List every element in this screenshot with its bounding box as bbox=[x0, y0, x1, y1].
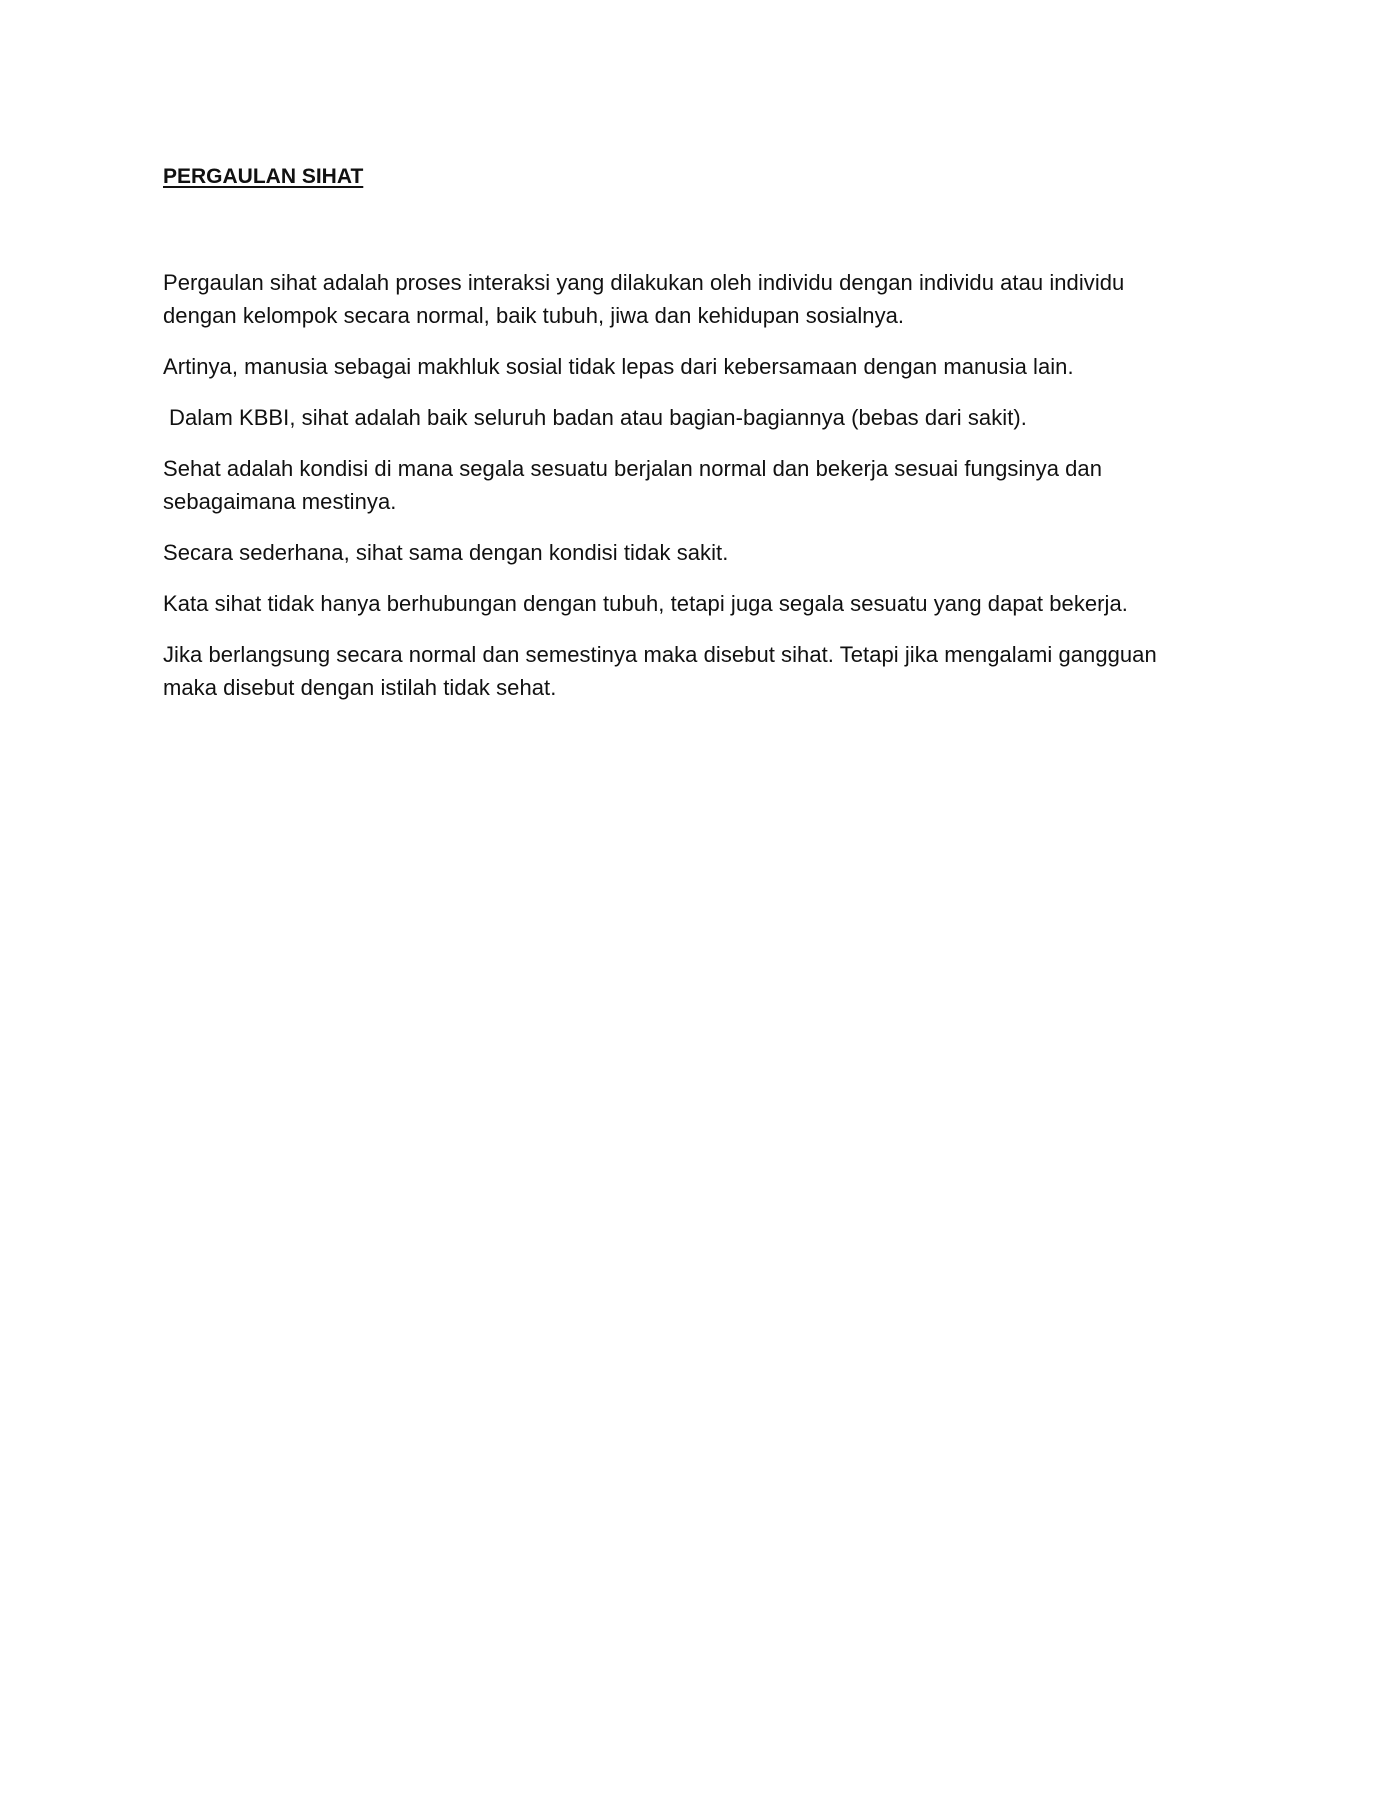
document-body bbox=[163, 266, 1213, 704]
paragraph-conclusion: Jika berlangsung secara normal dan semestinya maka disebut sihat. Tetapi jika mengalami gangguan maka disebut dengan istilah tidak sehat. bbox=[163, 642, 1157, 700]
document-title: PERGAULAN SIHAT bbox=[163, 165, 364, 188]
paragraph-kbbi: Dalam KBBI, sihat adalah baik seluruh badan atau bagian-bagiannya (bebas dari sakit). bbox=[169, 405, 1027, 430]
paragraph-sehat-condition: Sehat adalah kondisi di mana segala sesuatu berjalan normal dan bekerja sesuai fungsinya dan sebagaimana mestinya. bbox=[163, 456, 1102, 514]
paragraph-meaning: Artinya, manusia sebagai makhluk sosial tidak lepas dari kebersamaan dengan manusia lain. bbox=[163, 354, 1074, 379]
paragraph-definition: Pergaulan sihat adalah proses interaksi yang dilakukan oleh individu dengan individu atau individu dengan kelompok secara normal, baik tubuh, jiwa dan kehidupan sosialnya. bbox=[163, 270, 1125, 328]
paragraph-simple: Secara sederhana, sihat sama dengan kondisi tidak sakit. bbox=[163, 540, 729, 565]
paragraph-kata-sihat: Kata sihat tidak hanya berhubungan dengan tubuh, tetapi juga segala sesuatu yang dapat bekerja. bbox=[163, 591, 1128, 616]
document-content bbox=[163, 162, 1213, 722]
